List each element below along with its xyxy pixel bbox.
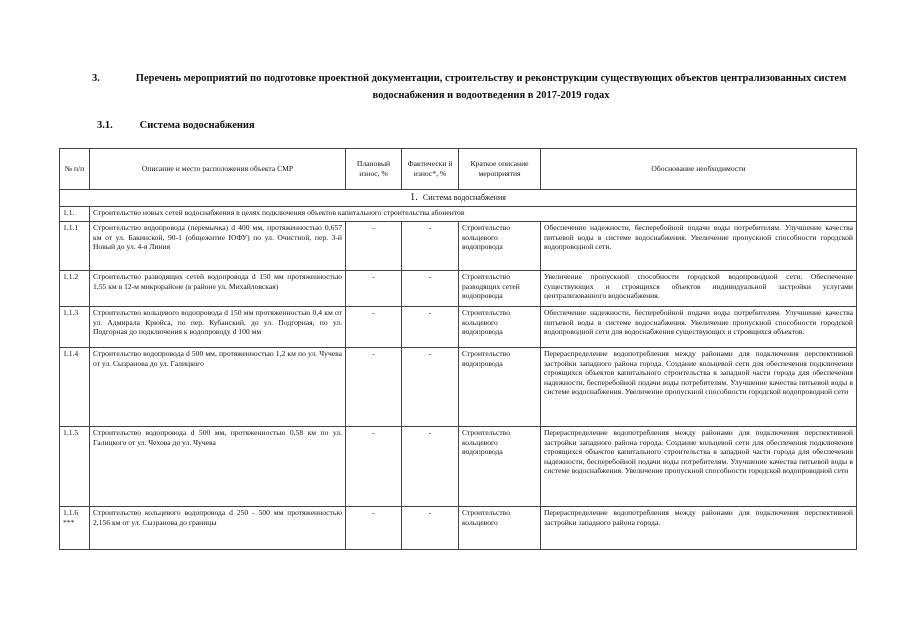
table-row bbox=[60, 507, 857, 550]
row-planned-wear: - bbox=[346, 222, 402, 271]
row-description: Строительство кольцевого водопровода d 150 мм протяженностью 0,4 км от ул. Адмирала Крюйса, по пер. Кубанский, до ул. Подгорная, по ул. Подгорная до подключения к водопроводу d 100 мм bbox=[90, 307, 346, 348]
row-description: Строительство водопровода d 500 мм, протяженностью 1,2 км по ул. Чучева от ул. Сызранова до ул. Галицкого bbox=[90, 348, 346, 427]
row-justification: Перераспределение водопотребления между районами для подключения перспективной застройки западного района города. Создание кольцевой сети для обеспечения подключения строящихся объектов капитального строительства в западной части города для обеспечения надежности, бесперебойной подачи воды потребителям. Улучшение качества питьевой воды в системе водоснабжения. Увеличение пропускной способности городской водопроводной сети bbox=[541, 427, 857, 507]
header-justification: Обоснование необходимости bbox=[541, 149, 857, 190]
system-row bbox=[60, 190, 857, 207]
subsection-heading bbox=[97, 120, 255, 131]
system-title: Система водоснабжения bbox=[422, 193, 506, 203]
section-heading bbox=[92, 70, 852, 104]
row-planned-wear: - bbox=[346, 271, 402, 307]
table-row bbox=[60, 427, 857, 507]
header-actual-wear: Фактически й износ*, % bbox=[402, 149, 459, 190]
row-brief: Строительство кольцевого водопровода bbox=[459, 222, 541, 271]
row-number: 1.1.5 bbox=[60, 427, 90, 507]
system-cell bbox=[60, 190, 857, 207]
subsection-title: Система водоснабжения bbox=[139, 120, 255, 131]
section-number: 3. bbox=[92, 73, 100, 84]
row-brief: Строительство кольцевого bbox=[459, 507, 541, 550]
table-row bbox=[60, 271, 857, 307]
row-brief: Строительство водопровода bbox=[459, 348, 541, 427]
row-brief: Строительство разводящих сетей водопровода bbox=[459, 271, 541, 307]
row-brief: Строительство кольцевого водопровода bbox=[459, 427, 541, 507]
row-actual-wear: - bbox=[402, 307, 459, 348]
subgroup-number: 1.1. bbox=[60, 207, 90, 222]
row-actual-wear: - bbox=[402, 222, 459, 271]
header-planned-wear: Плановый износ, % bbox=[346, 149, 402, 190]
section-title: Перечень мероприятий по подготовке проектной документации, строительству и реконструкции существующих объектов централизованных систем водоснабжения и водоотведения в 2017-2019 годах bbox=[135, 73, 847, 101]
row-description: Строительство кольцевого водопровода d 250 - 500 мм протяженностью 2,156 км от ул. Сызранова до границы bbox=[90, 507, 346, 550]
row-actual-wear: - bbox=[402, 348, 459, 427]
row-planned-wear: - bbox=[346, 348, 402, 427]
row-actual-wear: - bbox=[402, 427, 459, 507]
table-row bbox=[60, 222, 857, 271]
table-row bbox=[60, 348, 857, 427]
table-row bbox=[60, 307, 857, 348]
row-number: 1.1.4 bbox=[60, 348, 90, 427]
row-planned-wear: - bbox=[346, 307, 402, 348]
row-justification: Увеличение пропускной способности городской водопроводной сети. Обеспечение существующих и строящихся объектов индивидуальной застройки услугами централизованного водоснабжения. bbox=[541, 271, 857, 307]
table-header-row bbox=[60, 149, 857, 190]
header-description: Описание и место расположения объекта СМР bbox=[90, 149, 346, 190]
row-justification: Перераспределение водопотребления между районами для подключения перспективной застройки западного района города. bbox=[541, 507, 857, 550]
row-planned-wear: - bbox=[346, 507, 402, 550]
subsection-number: 3.1. bbox=[97, 120, 113, 131]
row-number: 1.1.1 bbox=[60, 222, 90, 271]
row-planned-wear: - bbox=[346, 427, 402, 507]
subgroup-title: Строительство новых сетей водоснабжения в целях подключения объектов капитального строительства абонентов bbox=[90, 207, 857, 222]
row-justification: Обеспечение надежности, бесперебойной подачи воды потребителям. Улучшение качества питьевой воды в системе водоснабжения. Увеличение пропускной способности городской водопроводной сети для водоснабжения существующих и строящихся объектов. bbox=[541, 307, 857, 348]
row-justification: Перераспределение водопотребления между районами для подключения перспективной застройки западного района города. Создание кольцевой сети для обеспечения подключения строящихся объектов капитального строительства в западной части города для обеспечения надежности, бесперебойной подачи воды потребителям. Улучшение качества питьевой воды в системе водоснабжения. Увеличение пропускной способности городской водопроводной сети bbox=[541, 348, 857, 427]
row-number: 1.1.3 bbox=[60, 307, 90, 348]
row-description: Строительство водопровода d 500 мм, протяженностью 0,58 км по ул. Галицкого от ул. Чехова до ул. Чучева bbox=[90, 427, 346, 507]
row-number: 1.1.6 *** bbox=[60, 507, 90, 550]
measures-table bbox=[59, 148, 857, 550]
header-num: № п/п bbox=[60, 149, 90, 190]
row-description: Строительство разводящих сетей водопровода d 150 мм протяженностью 1,55 км в 12-м микрорайоне (в районе ул. Михайловская) bbox=[90, 271, 346, 307]
system-number: 1. bbox=[410, 192, 418, 204]
row-number: 1.1.2 bbox=[60, 271, 90, 307]
row-actual-wear: - bbox=[402, 271, 459, 307]
row-description: Строительство водопровода (перемычка) d 400 мм, протяженностью 0,657 км от ул. Бакинской, 90-1 (общежитие ЮФУ) по ул. Очистной, пер. 3-й Новый до ул. 4-я Линия bbox=[90, 222, 346, 271]
row-actual-wear: - bbox=[402, 507, 459, 550]
subgroup-row bbox=[60, 207, 857, 222]
row-justification: Обеспечение надежности, бесперебойной подачи воды потребителям. Улучшение качества питьевой воды в системе водоснабжения. Увеличение пропускной способности городской водопроводной сети. bbox=[541, 222, 857, 271]
row-brief: Строительство кольцевого водопровода bbox=[459, 307, 541, 348]
header-brief: Краткое описание мероприятия bbox=[459, 149, 541, 190]
